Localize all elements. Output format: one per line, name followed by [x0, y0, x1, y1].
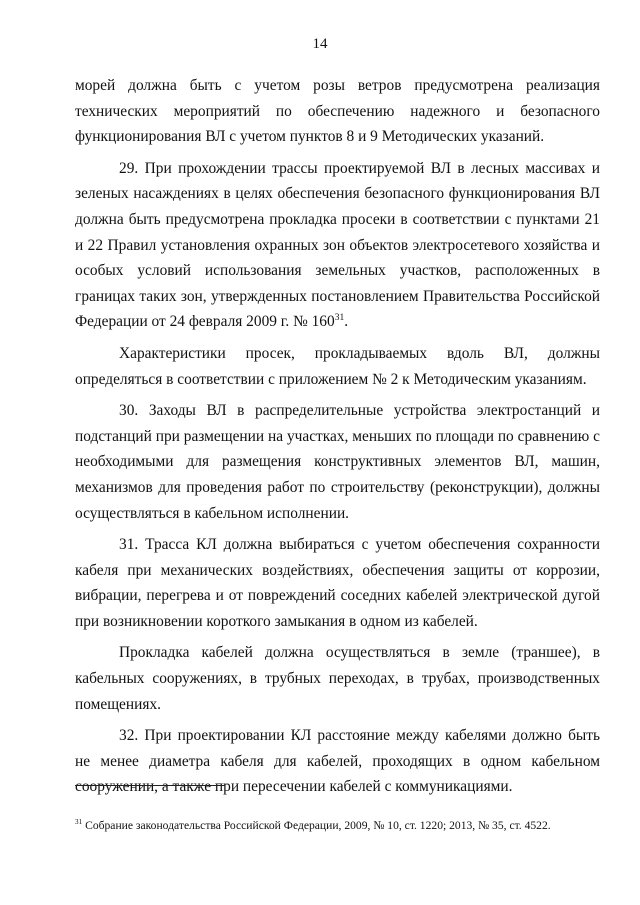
paragraph-32: 32. При проектировании КЛ расстояние между кабелями должно быть не менее диаметра кабеля для кабелей, проходящих в одном кабельном сооружении, а также при пересечении кабелей с коммуникациями.: [75, 727, 600, 796]
footnote-marker: 31: [75, 818, 83, 827]
paragraph-30: 30. Заходы ВЛ в распределительные устройства электростанций и подстанций при размещении на участках, меньших по площади по сравнению с необходимыми для размещения конструктивных элементов ВЛ, машин, механизмов для проведения работ по строительству (реконструкции), должны осуществляться в кабельном исполнении.: [75, 402, 600, 522]
footnote: [75, 818, 600, 833]
page-number: 14: [312, 36, 328, 52]
paragraph-cable-laying: Прокладка кабелей должна осуществляться в земле (траншее), в кабельных сооружениях, в трубных переходах, в трубах, производственных помещениях.: [75, 644, 600, 713]
paragraph-29: [75, 156, 600, 335]
footnote-reference[interactable]: 31: [334, 312, 345, 324]
paragraph-29-text: 29. При прохождении трассы проектируемой ВЛ в лесных массивах и зеленых насаждениях в целях обеспечения безопасного функционирования ВЛ должна быть предусмотрена прокладка просеки в соответствии с пунктами 21 и 22 Правил установления охранных зон объектов электросетевого хозяйства и особых условий использования земельных участков, расположенных в границах таких зон, утвержденных постановлением Правительства Российской Федерации от 24 февраля 2009 г. № 160: [75, 159, 600, 331]
paragraph-continuation: морей должна быть с учетом розы ветров предусмотрена реализация технических мероприятий по обеспечению надежного и безопасного функционирования ВЛ с учетом пунктов 8 и 9 Методических указаний.: [75, 77, 600, 146]
footnote-text: Собрание законодательства Российской Федерации, 2009, № 10, ст. 1220; 2013, № 35, ст. 4522.: [82, 819, 551, 832]
paragraph-29-end: .: [344, 313, 349, 331]
paragraph-clearing-characteristics: Характеристики просек, прокладываемых вдоль ВЛ, должны определяться в соответствии с приложением № 2 к Методическим указаниям.: [75, 344, 600, 388]
body-text: [75, 73, 600, 806]
paragraph-31: 31. Трасса КЛ должна выбираться с учетом обеспечения сохранности кабеля при механических воздействиях, обеспечения защиты от коррозии, вибрации, перегрева и от повреждений соседних кабелей электрической дугой при возникновении короткого замыкания в одном из кабелей.: [75, 536, 600, 630]
footnote-divider: [75, 785, 225, 786]
